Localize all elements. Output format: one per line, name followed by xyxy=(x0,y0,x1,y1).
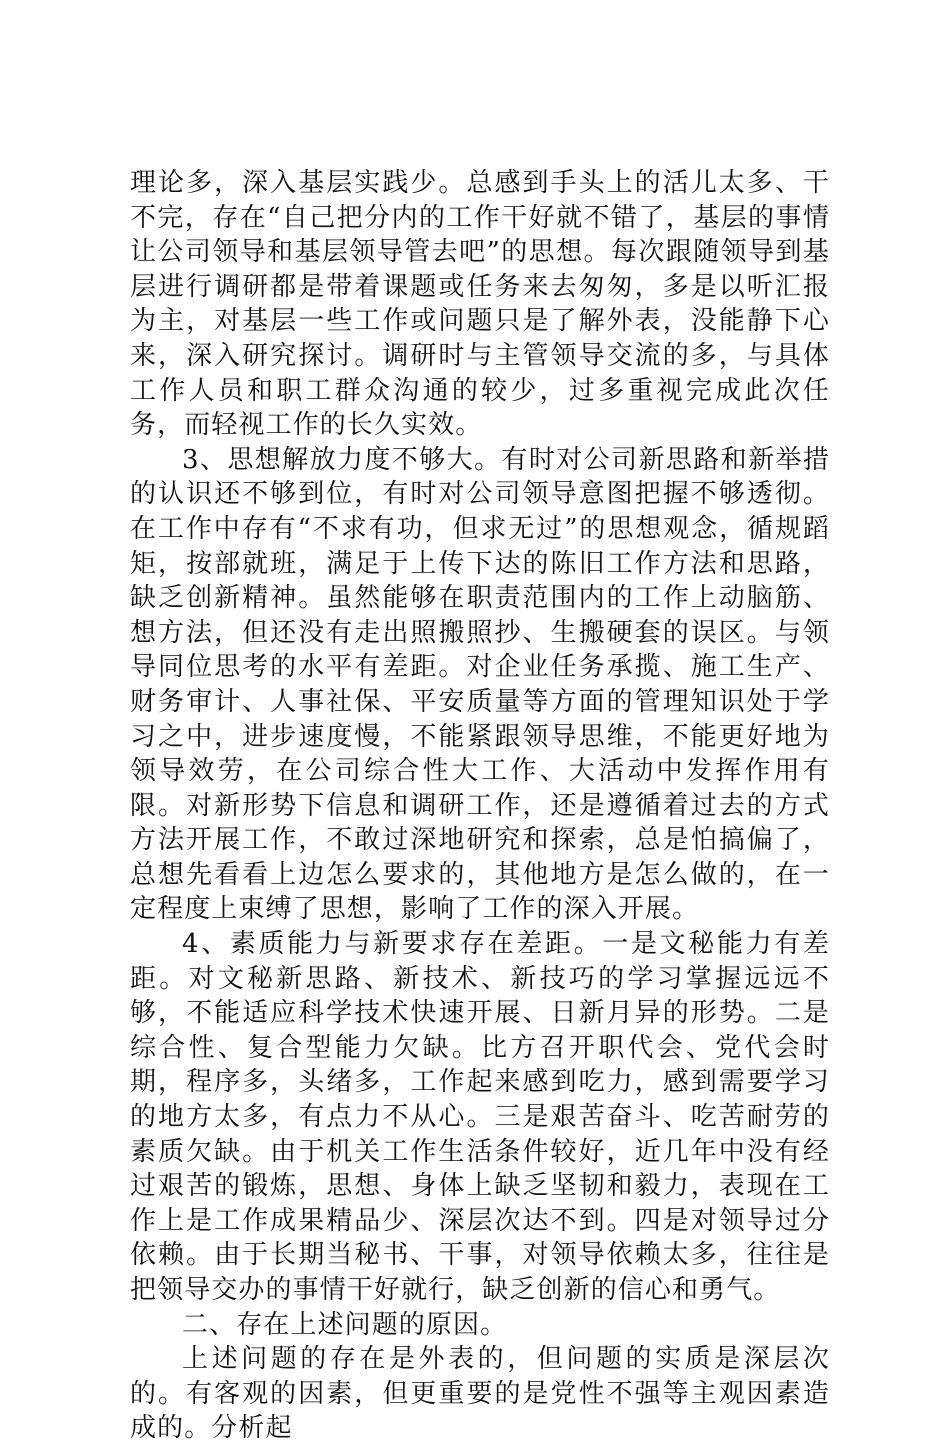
paragraph-item-4: 4、素质能力与新要求存在差距。一是文秘能力有差距。对文秘新思路、新技术、新技巧的学习掌握远远不够，不能适应科学技术快速开展、日新月异的形势。二是综合性、复合型能力欠缺。比方召开职代会、党代会时期，程序多，头绪多，工作起来感到吃力，感到需要学习的地方太多，有点力不从心。三是艰苦奋斗、吃苦耐劳的素质欠缺。由于机关工作生活条件较好，近几年中没有经过艰苦的锻炼，思想、身体上缺乏坚韧和毅力，表现在工作上是工作成果精品少、深层次达不到。四是对领导过分依赖。由于长期当秘书、干事，对领导依赖太多，往往是把领导交办的事情干好就行，缺乏创新的信心和勇气。 xyxy=(130,929,830,1305)
document-body xyxy=(130,166,830,1446)
paragraph-reasons: 上述问题的存在是外表的，但问题的实质是深层次的。有客观的因素，但更重要的是党性不强等主观因素造成的。分析起 xyxy=(130,1344,830,1444)
paragraph-item-3: 3、思想解放力度不够大。有时对公司新思路和新举措的认识还不够到位，有时对公司领导意图把握不够透彻。在工作中存有“不求有功，但求无过”的思想观念，循规蹈矩，按部就班，满足于上传下达的陈旧工作方法和思路，缺乏创新精神。虽然能够在职责范围内的工作上动脑筋、想方法，但还没有走出照搬照抄、生搬硬套的误区。与领导同位思考的水平有差距。对企业任务承揽、施工生产、财务审计、人事社保、平安质量等方面的管理知识处于学习之中，进步速度慢，不能紧跟领导思维，不能更好地为领导效劳，在公司综合性大工作、大活动中发挥作用有限。对新形势下信息和调研工作，还是遵循着过去的方式方法开展工作，不敢过深地研究和探索，总是怕搞偏了，总想先看看上边怎么要求的，其他地方是怎么做的，在一定程度上束缚了思想，影响了工作的深入开展。 xyxy=(130,444,830,925)
section-heading-2: 二、存在上述问题的原因。 xyxy=(182,1309,508,1340)
paragraph-continuation: 理论多，深入基层实践少。总感到手头上的活儿太多、干不完，存在“自己把分内的工作干好就不错了，基层的事情让公司领导和基层领导管去吧”的思想。每次跟随领导到基层进行调研都是带着课题或任务来去匆匆，多是以听汇报为主，对基层一些工作或问题只是了解外表，没能静下心来，深入研究探讨。调研时与主管领导交流的多，与具体工作人员和职工群众沟通的较少，过多重视完成此次任务，而轻视工作的长久实效。 xyxy=(130,168,830,441)
